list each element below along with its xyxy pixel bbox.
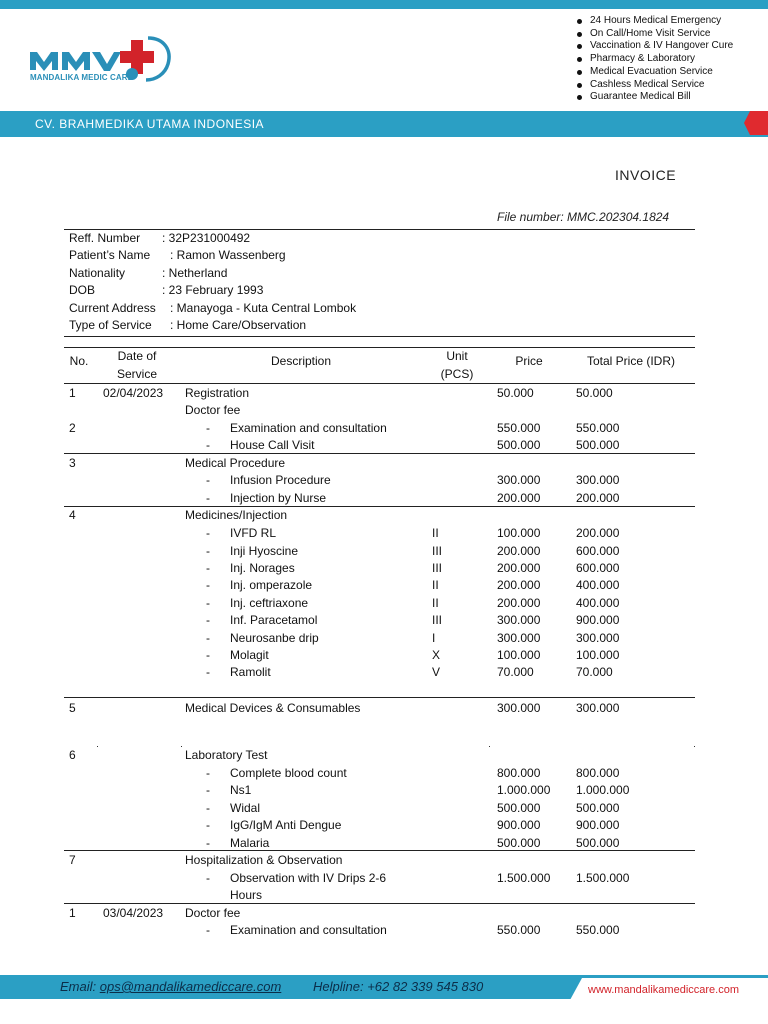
row-number: 5 [69, 701, 76, 715]
bullet-dash: - [206, 783, 210, 797]
patient-info-value: : Netherland [162, 265, 228, 280]
row-total-price: 900.000 [576, 818, 620, 832]
row-price: 300.000 [497, 613, 541, 627]
row-total-price: 550.000 [576, 923, 620, 937]
bullet-dash: - [206, 526, 210, 540]
bullet-dash: - [206, 766, 210, 780]
row-description: Doctor fee [185, 906, 241, 920]
logo-text: MANDALIKA MEDIC CARE [30, 73, 134, 82]
row-date: 03/04/2023 [103, 906, 164, 920]
row-price: 500.000 [497, 438, 541, 452]
row-description: House Call Visit [230, 438, 315, 452]
service-item: 24 Hours Medical Emergency [575, 15, 733, 28]
row-number: 3 [69, 456, 76, 470]
row-number: 1 [69, 386, 76, 400]
section-divider [64, 903, 695, 904]
patient-info-label: Nationality [69, 265, 126, 280]
row-total-price: 200.000 [576, 491, 620, 505]
header-total-price: Total Price (IDR) [586, 354, 675, 368]
row-description: Inji Hyoscine [230, 544, 299, 558]
row-description: Medicines/Injection [185, 508, 288, 522]
scan-dot [181, 746, 182, 747]
header-price: Price [515, 354, 543, 368]
row-description: Medical Procedure [185, 456, 286, 470]
bullet-dash: - [206, 613, 210, 627]
patient-info-value: : Home Care/Observation [170, 317, 307, 332]
row-price: 200.000 [497, 544, 541, 558]
row-total-price: 100.000 [576, 648, 620, 662]
row-unit: III [432, 561, 443, 575]
top-accent-bar [0, 0, 768, 9]
row-unit: III [432, 544, 443, 558]
row-price: 200.000 [497, 561, 541, 575]
row-total-price: 300.000 [576, 701, 620, 715]
row-price: 200.000 [497, 491, 541, 505]
row-description: Complete blood count [230, 766, 347, 780]
header-no: No. [69, 354, 89, 368]
row-price: 100.000 [497, 526, 541, 540]
patient-info-value: : 23 February 1993 [162, 283, 264, 298]
bullet-dash: - [206, 596, 210, 610]
row-total-price: 600.000 [576, 561, 620, 575]
row-description: Infusion Procedure [230, 473, 331, 487]
row-price: 500.000 [497, 801, 541, 815]
row-description: Observation with IV Drips 2-6 [230, 871, 387, 885]
patient-info-row [69, 317, 307, 334]
footer-email: Email: ops@mandalikamediccare.com [60, 979, 282, 994]
row-description: Hospitalization & Observation [185, 853, 343, 867]
header-date: Date of Service [116, 349, 157, 381]
row-description: Examination and consultation [230, 421, 387, 435]
patient-info-label: Patient’s Name [69, 248, 151, 263]
row-total-price: 400.000 [576, 596, 620, 610]
patient-info-value: : Manayoga - Kuta Central Lombok [170, 300, 357, 315]
row-number: 4 [69, 508, 76, 522]
row-price: 300.000 [497, 631, 541, 645]
row-date: 02/04/2023 [103, 386, 164, 400]
invoice-title: INVOICE [615, 167, 677, 183]
file-number: File number: MMC.202304.1824 [497, 210, 670, 224]
bullet-dash: - [206, 421, 210, 435]
row-description: Inj. omperazole [230, 578, 313, 592]
row-description: Registration [185, 386, 250, 400]
row-total-price: 550.000 [576, 421, 620, 435]
row-unit: II [432, 526, 439, 540]
row-price: 50.000 [497, 386, 534, 400]
row-price: 1.500.000 [497, 871, 551, 885]
row-description: Malaria [230, 836, 270, 850]
bullet-dash: - [206, 491, 210, 505]
service-item: Medical Evacuation Service [575, 66, 733, 79]
bullet-dash: - [206, 544, 210, 558]
row-total-price: 1.000.000 [576, 783, 630, 797]
red-tab-decoration [744, 111, 768, 135]
patient-info-row [69, 300, 357, 317]
patient-info-label: Type of Service [69, 317, 152, 332]
section-divider [64, 506, 695, 507]
row-unit: III [432, 613, 443, 627]
scan-dot [694, 746, 695, 747]
row-price: 900.000 [497, 818, 541, 832]
footer-website[interactable]: www.mandalikamediccare.com [588, 984, 739, 996]
bullet-dash: - [206, 578, 210, 592]
patient-info-value: : Ramon Wassenberg [170, 248, 286, 263]
patient-info-row [69, 247, 286, 264]
bullet-dash: - [206, 631, 210, 645]
row-price: 200.000 [497, 578, 541, 592]
row-description: Inf. Paracetamol [230, 613, 318, 627]
bullet-dash: - [206, 923, 210, 937]
service-item: Pharmacy & Laboratory [575, 53, 733, 66]
row-price: 200.000 [497, 596, 541, 610]
row-total-price: 400.000 [576, 578, 620, 592]
row-description: Examination and consultation [230, 923, 387, 937]
row-total-price: 800.000 [576, 766, 620, 780]
row-description: Medical Devices & Consumables [185, 701, 361, 715]
row-price: 100.000 [497, 648, 541, 662]
company-bar [0, 111, 768, 137]
bullet-dash: - [206, 836, 210, 850]
section-divider [64, 697, 695, 698]
bullet-dash: - [206, 871, 210, 885]
header-unit: Unit (PCS) [440, 349, 474, 381]
divider [64, 336, 695, 337]
bullet-dash: - [206, 648, 210, 662]
row-price: 800.000 [497, 766, 541, 780]
row-price: 500.000 [497, 836, 541, 850]
table-header-bottom-line [64, 383, 695, 384]
bullet-dash: - [206, 473, 210, 487]
bullet-dash: - [206, 801, 210, 815]
row-price: 70.000 [497, 665, 534, 679]
row-total-price: 500.000 [576, 801, 620, 815]
patient-info-label: Reff. Number [69, 231, 141, 245]
patient-info-label: Current Address [69, 300, 156, 315]
row-unit: I [432, 631, 436, 645]
section-divider [64, 453, 695, 454]
row-total-price: 600.000 [576, 544, 620, 558]
row-number: 2 [69, 421, 76, 435]
row-total-price: 50.000 [576, 386, 613, 400]
patient-info-row [69, 282, 264, 299]
row-description: Inj. Norages [230, 561, 295, 575]
service-item: Vaccination & IV Hangover Cure [575, 40, 733, 53]
row-description: Ramolit [230, 665, 271, 679]
row-total-price: 300.000 [576, 631, 620, 645]
row-total-price: 500.000 [576, 836, 620, 850]
email-link[interactable]: ops@mandalikamediccare.com [99, 979, 282, 994]
row-description: Ns1 [230, 783, 252, 797]
row-price: 550.000 [497, 421, 541, 435]
patient-info-label: DOB [69, 283, 96, 298]
row-price: 300.000 [497, 701, 541, 715]
row-total-price: 900.000 [576, 613, 620, 627]
row-total-price: 300.000 [576, 473, 620, 487]
row-number: 7 [69, 853, 76, 867]
row-unit: V [432, 665, 441, 679]
row-description: IgG/IgM Anti Dengue [230, 818, 342, 832]
row-description: Hours [230, 888, 263, 902]
service-item: Cashless Medical Service [575, 79, 733, 92]
bullet-dash: - [206, 818, 210, 832]
bullet-dash: - [206, 561, 210, 575]
service-item: On Call/Home Visit Service [575, 28, 733, 41]
row-total-price: 1.500.000 [576, 871, 630, 885]
row-total-price: 500.000 [576, 438, 620, 452]
bullet-dash: - [206, 665, 210, 679]
row-description: Neurosanbe drip [230, 631, 319, 645]
row-number: 6 [69, 748, 76, 762]
bullet-dash: - [206, 438, 210, 452]
row-description: Injection by Nurse [230, 491, 327, 505]
row-price: 300.000 [497, 473, 541, 487]
patient-info [69, 230, 357, 334]
row-price: 550.000 [497, 923, 541, 937]
row-unit: II [432, 596, 439, 610]
row-unit: X [432, 648, 441, 662]
row-description: Doctor fee [185, 403, 241, 417]
patient-info-row [69, 265, 228, 282]
row-description: Molagit [230, 648, 269, 662]
row-description: Laboratory Test [185, 748, 268, 762]
footer-helpline: Helpline: +62 82 339 545 830 [313, 979, 484, 994]
scan-dot [489, 746, 490, 747]
row-total-price: 200.000 [576, 526, 620, 540]
services-list [575, 15, 733, 104]
row-price: 1.000.000 [497, 783, 551, 797]
company-name: CV. BRAHMEDIKA UTAMA INDONESIA [35, 117, 265, 131]
row-description: Inj. ceftriaxone [230, 596, 309, 610]
row-description: IVFD RL [230, 526, 277, 540]
row-description: Widal [230, 801, 261, 815]
row-unit: II [432, 578, 439, 592]
patient-info-value: : 32P231000492 [162, 231, 251, 245]
header-description: Description [270, 354, 332, 368]
scan-dot [97, 746, 98, 747]
row-total-price: 70.000 [576, 665, 613, 679]
divider [64, 229, 695, 230]
row-number: 1 [69, 906, 76, 920]
patient-info-row [69, 230, 251, 247]
service-item: Guarantee Medical Bill [575, 91, 733, 104]
